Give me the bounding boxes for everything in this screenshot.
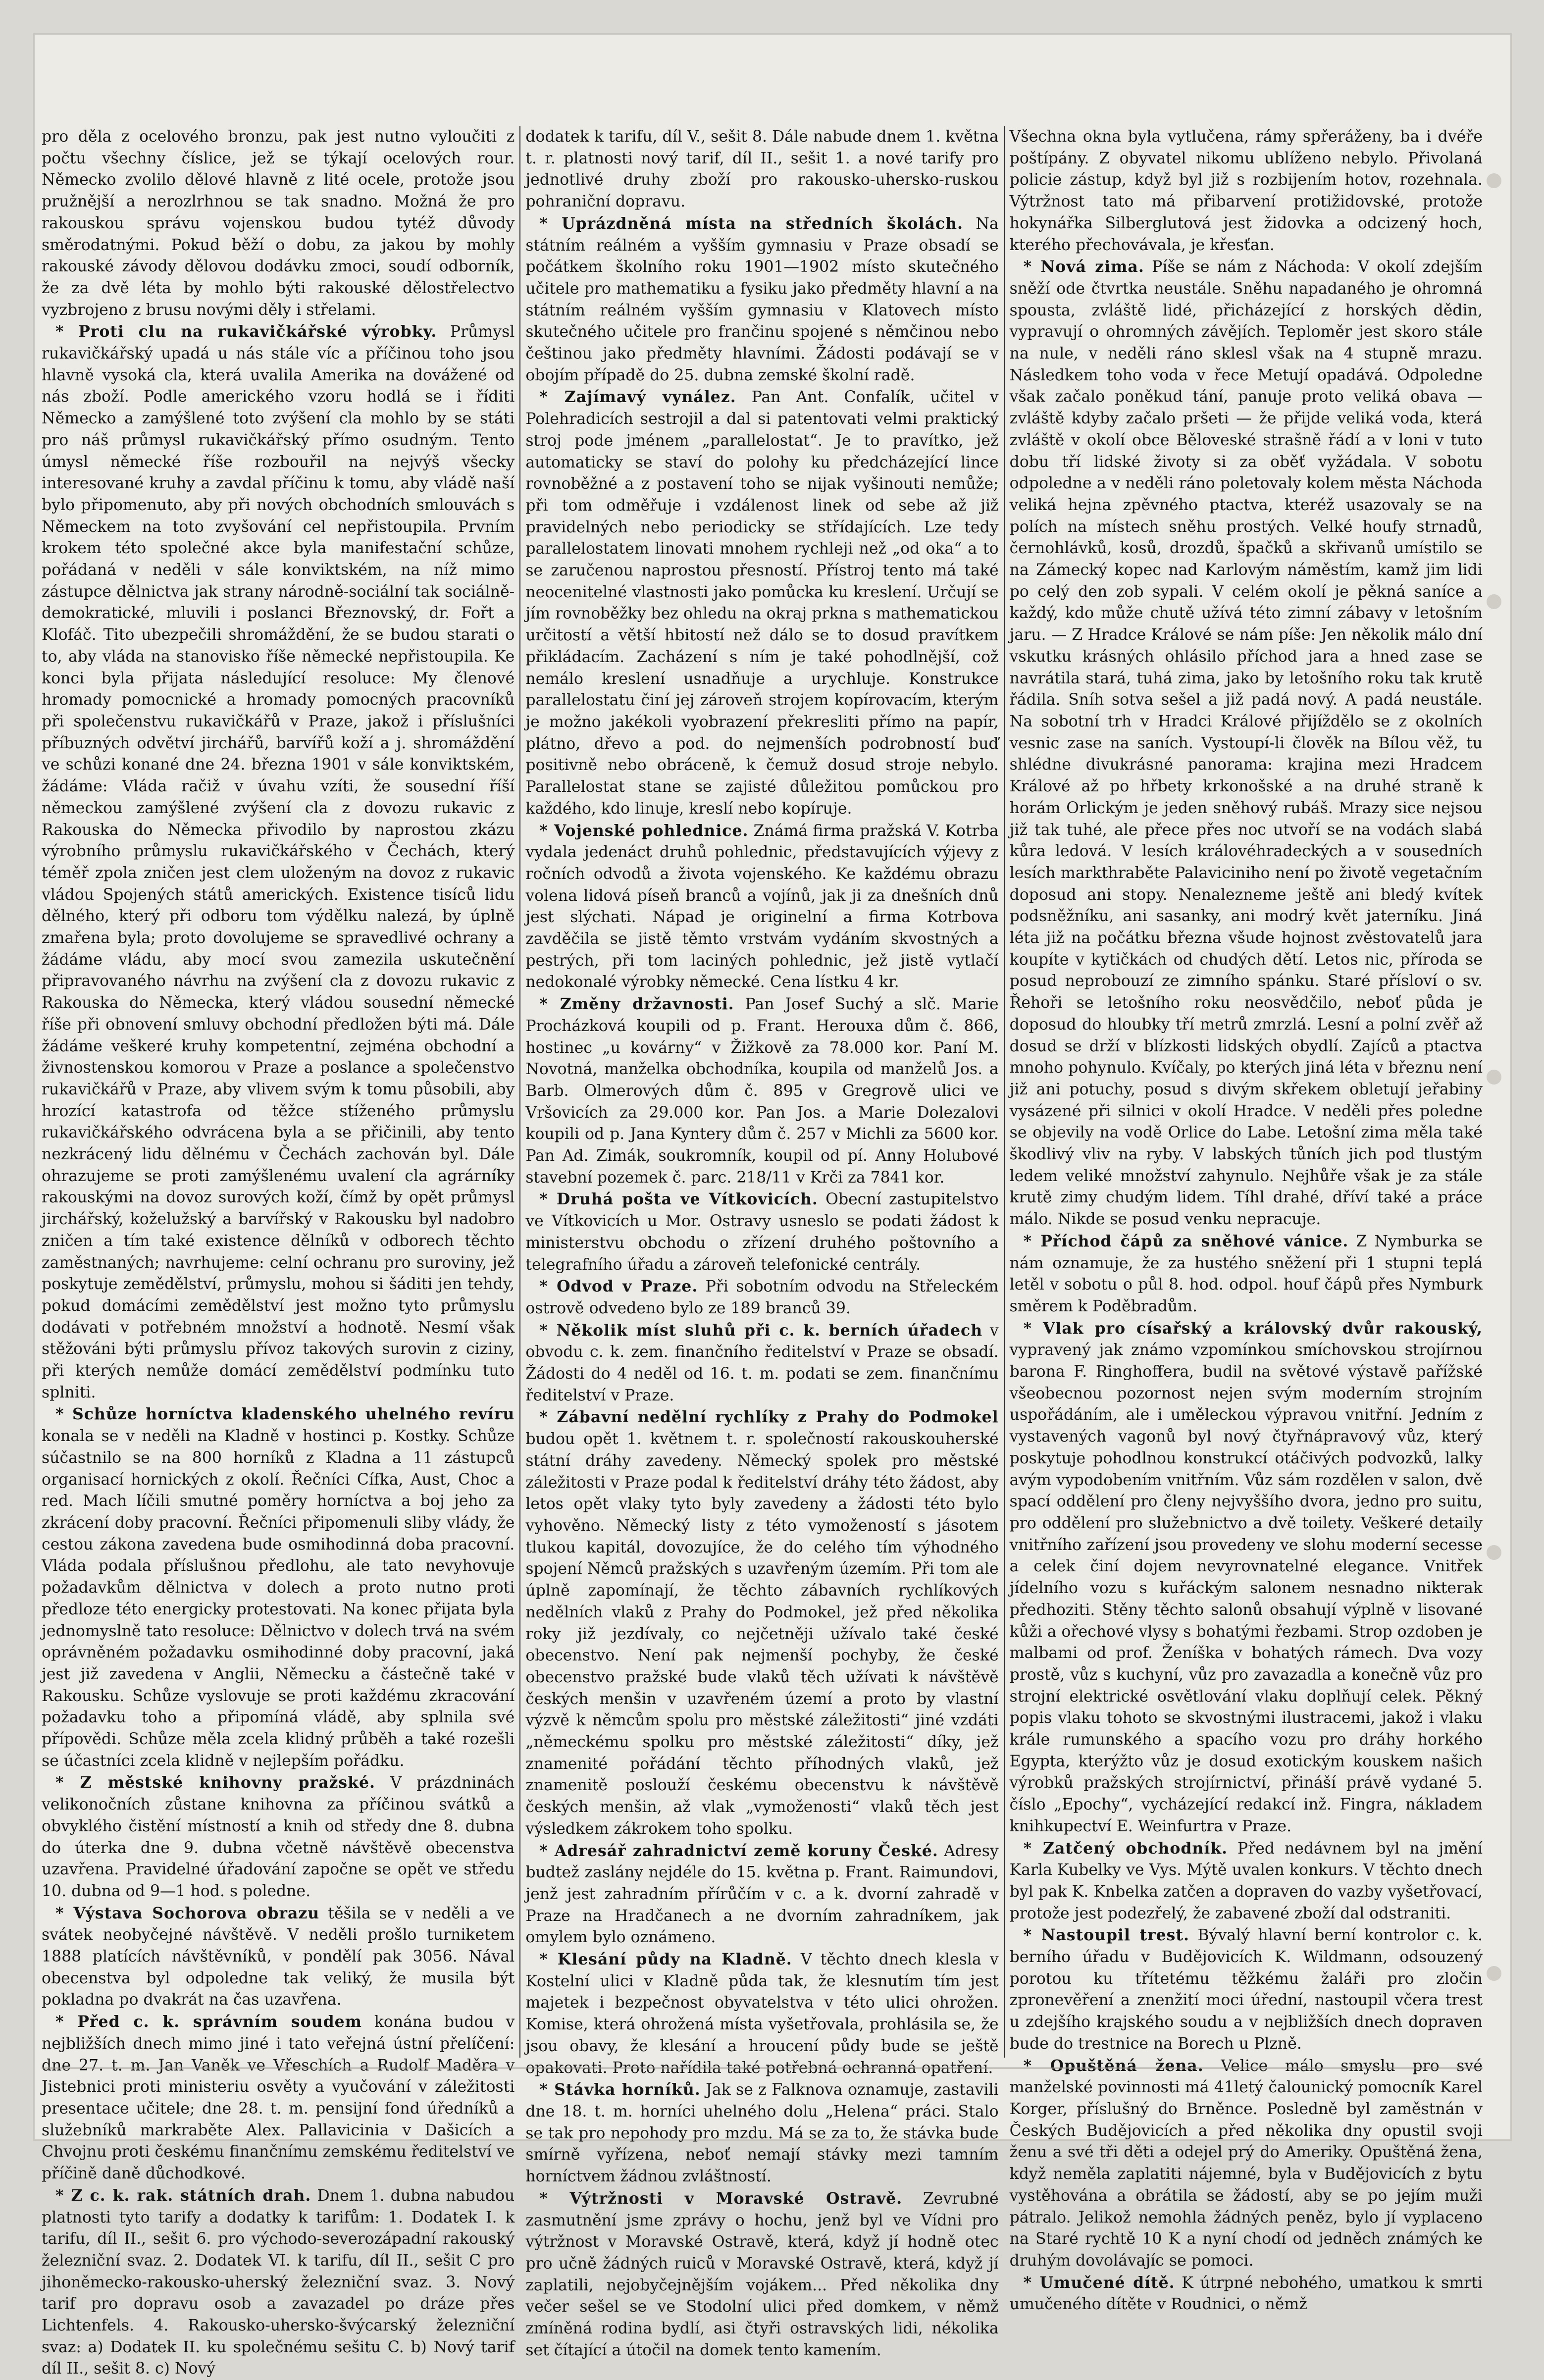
article-text: Jak se z Falknova oznamuje, zastavili dne 18. t. m. horníci uhelného dolu „Helena“ práci. Stalo se tak pro nepohody pro mzdu. Má se za to, že stávka bude smírně vyřízena, neboť nemají stávky mezi tamním horníctvem žádnou zvláštností. xyxy=(525,2081,999,2186)
article-paragraph xyxy=(1010,1318,1483,1838)
article-paragraph xyxy=(1010,2272,1483,2316)
article-text: v obvodu c. k. zem. finančního ředitelství v Praze se obsadí. Žádosti do 4 neděl od 16. t. m. podati se zem. finančnímu ředitelství v Praze. xyxy=(525,1321,999,1404)
article-heading: * Výstava Sochorova obrazu xyxy=(55,1904,320,1922)
article-paragraph xyxy=(525,2188,998,2362)
article-text: Velice málo smyslu pro své manželské povinnosti má 41letý čalounický pomocník Karel Korger, příslušný do Brněnce. Posledně byl zaměstnán v Českých Budějovicích a před několika dny opustil svoji ženu a své tři děti a odejel prý do Ameriky. Opuštěná žena, když neměla zaplatiti nájemné, byla v Budějovicích z bytu vystěhována a obrátila se žádostí, aby se po jejím muži pátralo. Jelikož nemohla žádných peněz, bylo jí vyplaceno na Staré rychtě 10 K a nyní chodí od jedněch známých ke druhým dovolávajíc se pomoci. xyxy=(1009,2057,1483,2270)
article-heading: * Adresář zahradnictví země koruny České. xyxy=(539,1841,938,1860)
binding-holes xyxy=(1482,35,1501,2139)
article-paragraph xyxy=(42,1403,515,1772)
article-text: těšila se v neděli a ve svátek neobyčejné návštěvě. V neděli prošlo turniketem 1888 platících návštěvníků, v pondělí pak 3056. Nával obecenstva byl odpoledne tak veliký, že musila být pokladna po dvakrát na čas uzavřena. xyxy=(42,1904,515,2009)
article-paragraph xyxy=(42,2185,515,2380)
article-heading: * Klesání půdy na Kladně. xyxy=(539,1950,792,1969)
article-paragraph xyxy=(525,386,998,820)
article-text: Píše se nám z Náchoda: V okolí zdejším sněží ode čtvrtka neustále. Sněhu napadaného je ohromná spousta, zvláště lidé, přicházející z horských dědin, vypravují o ohromných závějích. Teploměr jest skoro stále na nule, v neděli ráno sklesl však na 4 stupně mrazu. Následkem toho voda v řece Metují opadává. Odpoledne však začalo poněkud tání, panuje proto veliká obava — zvláště kdyby začalo pršeti — že přijde veliká voda, která zvláště v okolí obce Běloveské strašně řádí a v loni v tuto dobu tří lidské životy si za oběť vyžádala. V sobotu odpoledne a v neděli ráno poletovaly kolem města Náchoda veliká hejna zpěvného ptactva, kteréž usazovaly se na polích na místech sněhu prostých. Velké houfy strnadů, černohlávků, kosů, drozdů, špačků a skřivanů umístilo se na Zámecký kopec nad Karlovým náměstím, kamž jim lidi po celý den zob sypali. V celém okolí je pěkná saníce a každý, kdo může chutě užívá této zimní zábavy v letošním jaru. — Z Hradce Králové se nám píše: Jen několik málo dní vskutku krásných ohlásilo příchod jara a hned zase se navrátila stará, tuhá zima, jako by letošního roku tak krutě řádila. Sníh sotva sešel a již padá nový. A padá neustále. Na sobotní trh v Hradci Králové přijíždělo se z okolních vesnic zase na saních. Vystoupí-li člověk na Bílou věž, tu shlédne divukrásné panorama: krajina mezi Hradcem Králové až po hřbety krkonošské a na druhé straně k horám Orlickým je jeden sněhový rubáš. Mrazy sice nejsou již tak tuhé, ale přece přes noc utvoří se na vodách slabá kůra ledová. V lesích královéhradeckých a v sousedních lesích markthraběte Palaviciniho není po životě vegetačním doposud ani stopy. Nenalezneme ještě ani bledý kvítek podsněžníku, ani sasanky, ani modrý květ jaterníku. Jiná léta již na počátku března všude hojnost zvěstovatelů jara koupíte v kytičkách od chudých dětí. Letos nic, příroda se posud neprobouzí ze zimního spánku. Staré přísloví o sv. Řehoři se letošního roku neosvědčilo, neboť půda je doposud do hloubky tří metrů zmrzlá. Lesní a polní zvěř až dosud se drží v blízkosti lidských obydlí. Zajíců a ptactva mnoho pohynulo. Kvíčaly, po kterých jiná léta v březnu není již ani potuchy, posud s divým skřekem obletují jeřabiny vysázené při silnici v okolí Hradce. V neděli přes poledne se objevily na vodě Orlice do Labe. Letošní zima měla také škodlivý vliv na ryby. V labských tůních jich pod tlustým ledem veliké množství zahynulo. Nejhůře však je za stále krutě zimy chudým lidem. Tíhl drahé, dříví také a práce málo. Nikde se posud venku nepracuje. xyxy=(1009,258,1483,1229)
article-text: Dnem 1. dubna nabudou platnosti tyto tarify a dodatky k tarifům: 1. Dodatek I. k tarifu, díl II., sešit 6. pro východo-severozápadní rakouský železniční svaz. 2. Dodatek VI. k tarifu, díl II., sešit C pro jihoněmecko-rakousko-uherský železniční svaz. 3. Nový tarif pro dopravu osob a zavazadel po dráze přes Lichtenfels. 4. Rakousko-uhersko-švýcarský železniční svaz: a) Dodatek II. ku společnému sešitu C. b) Nový tarif díl II., sešit 8. c) Nový xyxy=(42,2186,515,2378)
article-paragraph xyxy=(525,1840,998,1949)
article-text: Průmysl rukavičkářský upadá u nás stále víc a příčinou toho jsou hlavně vysoká cla, která uvalila Amerika na dovážené od nás zboží. Podle amerického vzoru hodlá se i říditi Německo a zamýšlené toto zvýšení cla mohlo by se státi pro náš průmysl rukavičkářský přímo osudným. Tento úmysl německé říše rozbouřil na nejvýš všecky interesované kruhy a zavdal příčinu k tomu, aby vládě naší bylo připomenuto, aby při nových obchodních smlouvách s Německem na toto zvyšování cel nepřistoupila. Prvním krokem této společné akce byla manifestační schůze, pořádaná v neděli v sále konviktském, na níž mimo zástupce dělnictva jak strany národně-sociální tak sociálně-demokratické, mluvili i poslanci Březnovský, dr. Fořt a Klofáč. Tito ubezpečili shromáždění, že se budou starati o to, aby vláda na stanovisko říše německé nepřistoupila. Ke konci byla přijata následující resoluce: My členové hromady pomocnické a hromady pomocných pracovníků při společenstvu rukavičkářů v Praze, jakož i příslušníci příbuzných odvětví jirchářů, barvířů koží a j. shromáždění ve schůzi konané dne 24. března 1901 v sále konviktském, žádáme: Vláda račiž v úvahu vzíti, že sousední říší německou zamýšlené zvýšení cla z dovozu rukavic z Rakouska do Německa přivodilo by naprostou zkázu výrobního průmyslu rukavičkářského v Čechách, který téměř zpola zničen jest clem uloženým na dovoz z rukavic vládou Spojených států amerických. Existence tisíců lidu dělného, který při odboru tom výdělku nalezá, by úplně zmařena byla; proto dovolujeme se spravedlivé ochrany a žádáme vládu, aby mocí svou zamezila uskutečnění připravovaného návrhu na zvýšení cla z dovozu rukavic z Rakouska do Německa, který vládou sousední německé říše při obnovení smluvy obchodní předložen býti má. Dále žádáme veškeré kruhy kompetentní, zejména obchodní a živnostenskou komorou v Praze a poslance a společenstvo rukavičkářů v Praze, aby vlivem svým k tomu působili, aby hrozící katastrofa od těžce stíženého průmyslu rukavičkářského odvrácena byla a se přičinili, aby tento nezkrácený lidu dělnému v Čechách zachován byl. Dále ohrazujeme se proti zamýšlenému uvalení cla agrárníky rakouskými na dovoz surových koží, čímž by opět průmysl jirchářský, koželužský a barvířský v Rakousku byl nadobro zničen a tím také existence dělníků v odborech těchto zaměstnaných; navrhujeme: celní ochranu pro suroviny, jež poskytuje zemědělství, průmyslu, mohou si šáditi jen tehdy, pokud domácími zemědělství jest možno tyto průmyslu dodávati v potřebném množství a hodnotě. Nesmí však stěžováni býti průmyslu přívoz takových surovin z ciziny, při kterých nemůže domácí zemědělství podmínku tuto splniti. xyxy=(42,323,515,1401)
page-bottom-rule xyxy=(42,2068,1483,2069)
article-paragraph xyxy=(525,1276,998,1319)
article-text: vypravený jak známo vzpomínkou smíchovskou strojírnou barona F. Ringhoffera, budil na světové výstavě pařížské všeobecnou pozornost nejen svým moderním strojním uspořádáním, ale i uměleckou výpravou vnitřní. Jedním z vystavených vagonů byl nový čtyřnápravový vůz, který poskytuje pohodlnou konstrukcí otáčivých podvozků, lalky avým vypodobením vnitřním. Vůz sám rozdělen v salon, dvě spací oddělení pro členy nejvyššího dvora, jedno pro suitu, pro oddělení pro služebnictvo a dvě toilety. Veškeré detaily vnitřního zařízení jsou provedeny ve slohu moderní secesse a celek činí dojem nevyrovnatelné elegance. Vnitřek jídelního vozu s kuřáckým salonem nesnadno nikterak předhoziti. Stěny těchto salonů obsahují výplně v lisované kůži a ořechové vlysy s bohatými řezbami. Strop ozdoben je malbami od prof. Ženíška v bohatých rámech. Dva vozy prostě, vůz s kuchyní, vůz pro zavazadla a konečně vůz pro strojní elektrické osvětlování vlaku doplňují celek. Pěkný popis vlaku tohoto se skvostnými ilustracemi, jakož i vlaku krále rumunského a spacího vozu pro dráhy horkého Egypta, kterýžto vůz je dosud exotickým kouskem našich výrobků pražských strojírnictví, přináší právě vydané 5. číslo „Epochy“, vycházející redakcí inž. Fingra, nákladem knihkupectví E. Weinfurtra v Praze. xyxy=(1009,1341,1483,1835)
article-paragraph xyxy=(42,1772,515,1902)
article-paragraph xyxy=(1010,2055,1483,2272)
article-heading: * Odvod v Praze. xyxy=(539,1277,698,1296)
article-text: budou opět 1. květnem t. r. společností rakouskouherské státní dráhy zavedeny. Německý spolek pro městské záležitosti v Praze podal k ředitelství dráhy této žádost, aby letos opět vlaky tyto byly zavedeny a žádosti této bylo vyhověno. Německý listy z této vymožeností s jásotem tlukou kapitál, dovozujíce, že do celého tím výhodného spojení Němců pražských s uzavřeným územím. Při tom ale úplně zapomínají, že těchto zábavních rychlíkových nedělních vlaků z Prahy do Podmokel, jež před několika roky již jezdívaly, co nejčetněji užívalo také české obecenstvo. Není pak nejmenší pochyby, že české obecenstvo pražské bude vlaků těch užívati k návštěvě českých menšin v uzavřeném území a proto by vlastní výzvě k němcům spolu pro městské záležitosti“ jiné vzdáti „německému spolku pro městské záležitosti“ díky, jež znamenité pořádání těchto příhodných vlaků, jež znamenitě poslouží českému obecenstvu k návštěvě českých menšin, až vlak „vymoženosti“ vlaků těch jest výsledkem zákrokem toho spolku. xyxy=(525,1430,999,1838)
article-text: dodatek k tarifu, díl V., sešit 8. Dále nabude dnem 1. května t. r. platnosti nový tarif, díl II., sešit 1. a nové tarify pro jednotlivé druhy zboží pro rakousko-uhersko-ruskou pohraniční dopravu. xyxy=(525,128,999,211)
article-heading: * Zajímavý vynález. xyxy=(539,388,736,407)
article-heading: * Z městské knihovny pražské. xyxy=(55,1773,376,1792)
article-paragraph xyxy=(42,321,515,1403)
article-paragraph xyxy=(1010,1231,1483,1318)
article-text: Obecní zastupitelstvo ve Vítkovicích u Mor. Ostravy usneslo se podati žádost k ministerstvu obchodu o zřízení druhého poštovního a telegrafního úřadu a zároveň telefonické centrály. xyxy=(525,1190,999,1274)
article-text: konána budou v nejbližších dnech mimo jiné i tato veřejná ústní přelíčení: dne 27. t. m. Jan Vaněk ve Vřeschích a Rudolf Maděra v Jistebnici proti ministeriu osvěty a vyučování v záležitosti presentace učitele; dne 28. t. m. pensijní fond úředníků a služebníků markraběte Alex. Pallavicinia v Dašicích a Chvojnu proti českému finančnímu zemskému ředitelství ve příčině daně důchodkové. xyxy=(42,2013,515,2183)
article-text: Bývalý hlavní berní kontrolor c. k. berního úřadu v Budějovicích K. Wildmann, odsouzený porotou ku třítetému těžkému žaláři pro zločin zpronevěření a znenžití moci úřední, nastoupil včera trest u zdejšího krajského soudu a v nejbližších dnech dopraven bude do trestnice na Borech u Plzně. xyxy=(1009,1926,1483,2053)
article-heading: * Druhá pošta ve Vítkovicích. xyxy=(539,1190,818,1209)
article-paragraph xyxy=(525,1406,998,1840)
article-text: Zevrubné zasmutnění jsme zprávy o hochu, jenž byl ve Vídni pro výtržnost v Moravské Ostravě, která, když jí hodně otec pro učně žádných ruiců v Moravské Ostravě, která, když jí zaplatili, nejobyčejnějším vojákem... Před několika dny večer sešel se ve Stodolní ulici před domkem, v němž zmíněná rodina bydlí, asi čtyři ostravských lidi, nékolika set čítající a útočil na domek tento kamením. xyxy=(525,2189,999,2359)
article-text: V těchto dnech klesla v Kostelní ulici v Kladně půda tak, že klesnutím tím jest majetek i bezpečnost obyvatelstva v této ulici ohrožen. Komise, která ohrožená místa vyšetřovala, prohlásila se, že jsou obavy, že klesání a hroucení půdy bude se ještě opakovati. Proto nařídila také potřebná ochranná opatření. xyxy=(525,1951,999,2077)
binding-hole xyxy=(1487,594,1501,609)
article-paragraph xyxy=(525,126,998,213)
binding-hole xyxy=(1487,1966,1501,1981)
article-text: Pan Ant. Confalík, učitel v Polehradicích sestrojil a dal si patentovati velmi praktický stroj pode jménem „parallelostat“. Je to pravítko, jež automaticky se staví do polohy ku předcházející lince rovnoběžné a z postavení toho se nijak vyšinouti nemůže; při tom odměřuje i vzdálenost linek od sebe až již pravidelných nebo periodicky se střídajících. Lze tedy parallelostatem linovati mnohem rychleji než „od oka“ a to se zaručenou naprostou přesností. Přístroj tento má také neocenitelné vlastnosti jako pomůcka ku kreslení. Určují se jím rovnoběžky bez ohledu na okraj prkna s mathematickou určitostí a větší hbitostí než dálo se to dosud pravítkem přikládacím. Zacházení s ním je také pohodlnější, což nemálo kreslení usnadňuje a urychluje. Konstrukce parallelostatu činí jej zároveň strojem kopírovacím, kterým je možno jakékoli vyobrazení překresliti přímo na papír, plátno, dřevo a pod. do nejmenších podrobností buď positivně nebo obráceně, k čemuž dosud stroje nebylo. Parallelostat stane se zajisté důležitou pomůckou pro každého, kdo linuje, kreslí nebo kopíruje. xyxy=(525,388,999,818)
article-heading: * Vlak pro císařský a královský dvůr rakouský, xyxy=(1023,1319,1483,1338)
column-left xyxy=(42,126,515,2378)
article-heading: * Uprázdněná místa na středních školách. xyxy=(539,214,963,233)
article-heading: * Vojenské pohlednice. xyxy=(539,821,749,840)
article-paragraph xyxy=(525,993,998,1189)
article-text: V prázdninách velikonočních zůstane knihovna za příčinou svátků a obvyklého čistění místností a knih od středy dne 8. dubna do úterka dne 9. dubna včetně návštěvě obecenstva uzavřena. Pravidelné úřadování započne se opět ve středu 10. dubna od 9—1 hod. s poledne. xyxy=(42,1774,515,1900)
article-heading: * Umučené dítě. xyxy=(1023,2273,1175,2292)
article-heading: * Změny državnosti. xyxy=(539,995,734,1014)
article-heading: * Výtržnosti v Moravské Ostravě. xyxy=(539,2189,903,2208)
column-right xyxy=(1004,126,1483,2314)
article-paragraph xyxy=(1010,1924,1483,2055)
binding-hole xyxy=(1487,1545,1501,1560)
article-heading: * Zábavní nedělní rychlíky z Prahy do Podmokel xyxy=(539,1408,999,1427)
article-text: K útrpné nebohého, umatkou k smrti umučeného dítěte v Roudnici, o němž xyxy=(1009,2274,1483,2314)
article-paragraph xyxy=(42,2011,515,2185)
binding-hole xyxy=(1487,173,1501,188)
article-heading: * Několik míst sluhů při c. k. berních úřadech xyxy=(539,1321,983,1340)
article-text: Při sobotním odvodu na Střeleckém ostrově odvedeno bylo ze 189 branců 39. xyxy=(525,1278,999,1317)
article-heading: * Zatčený obchodník. xyxy=(1023,1839,1228,1858)
article-text: Pan Josef Suchý a slč. Marie Procházková koupili od p. Frant. Herouxa dům č. 866, hostinec „u kovárny“ v Žižkově za 78.000 kor. Paní M. Novotná, manželka obchodníka, koupila od manželů Jos. a Barb. Olmerových dům č. 895 v Gregrově ulici ve Vršovicích za 29.000 kor. Pan Jos. a Marie Dolezalovi koupili od p. Jana Kyntery dům č. 257 v Michli za 5600 kor. Pan Ad. Zimák, soukromník, koupil od pí. Anny Holubové stavební pozemek č. parc. 218/11 v Krči za 7841 kor. xyxy=(525,995,999,1187)
article-paragraph xyxy=(525,820,998,994)
article-heading: * Proti clu na rukavičkářské výrobky. xyxy=(55,322,437,341)
article-heading: * Schůze horníctva kladenského uhelného revíru xyxy=(55,1405,515,1424)
binding-hole xyxy=(1487,1070,1501,1085)
article-heading: * Nová zima. xyxy=(1023,258,1144,276)
article-text: Z Nymburka se nám oznamuje, že za hustého sněžení při 1 stupni teplá letěl v sobotu o půl 8. hod. odpol. houf čápů přes Nymburk směrem k Poděbradům. xyxy=(1009,1232,1483,1315)
article-text: Adresy budtež zaslány nejdéle do 15. května p. Frant. Raimundovi, jenž jest zahradním přírůčím v c. a k. dvorní zahradě v Praze na Hradčanech a ne dvorním zahradníkem, jak omylem bylo oznámeno. xyxy=(525,1842,999,1947)
article-text: Před nedávnem byl na jmění Karla Kubelky ve Vys. Mýtě uvalen konkurs. V těchto dnech byl pak K. Knbelka zatčen a dopraven do vazby vyšetřovací, protože jest podezřelý, že zabavené zboží dal odstraniti. xyxy=(1009,1839,1483,1922)
article-paragraph xyxy=(1010,1838,1483,1925)
article-heading: * Před c. k. správním soudem xyxy=(55,2013,362,2031)
article-heading: * Stávka horníků. xyxy=(539,2080,701,2099)
article-heading: * Příchod čápů za sněhové vánice. xyxy=(1023,1232,1349,1250)
article-text: Známá firma pražská V. Kotrba vydala jedenáct druhů pohlednic, představujících výjevy z ročních odvodů a života vojenského. Ke každému obrazu volena lidová píseň branců a vojínů, jak ji za dnešních dnů jest slýchati. Nápad je originelní a firma Kotrbova zavděčila se jistě těmto vrstvám vydáním skvostných a pestrých, při tom laciných pohlednic, jež jistě vytlačí nedokonalé výrobky německé. Cena lístku 4 kr. xyxy=(525,822,999,991)
column-middle xyxy=(519,126,999,2359)
article-paragraph xyxy=(1010,256,1483,1231)
article-paragraph xyxy=(525,1320,998,1407)
article-paragraph xyxy=(525,2079,998,2188)
article-paragraph xyxy=(1010,126,1483,256)
article-heading: * Nastoupil trest. xyxy=(1023,1926,1189,1945)
article-paragraph xyxy=(525,213,998,387)
article-text: pro děla z ocelového bronzu, pak jest nutno vyloučiti z počtu všechny číslice, jež se týkají ocelových rour. Německo zvolilo dělové hlavně z lité ocele, protože jsou pružnější a nerozlrhnou se tak snadno. Možná že pro rakouskou správu vojenskou budou tytéž důvody směrodatnými. Pokud běží o dobu, za jakou by mohly rakouské závody dělovou dodávku zmoci, soudí odborník, že za dvě léta by mohlo býti rakouské dělostřelectvo vyzbrojeno z brusu novými děly i střelami. xyxy=(42,128,515,319)
article-text: konala se v neděli na Kladně v hostinci p. Kostky. Schůze súčastnilo se na 800 horníků z Kladna a 11 zástupců organisací hornických z okolí. Řečníci Cífka, Aust, Choc a red. Mach líčili smutné poměry horníctva a boj jeho za zkrácení doby pracovní. Řečníci připomenuli sliby vlády, že cestou zákona zavedena bude osmihodinná doba pracovní. Vláda podala příslušnou předlohu, ale tato nevyhovuje požadavkům dělnictva v dolech a proto nutno proti předloze této energicky protestovati. Na konec přijata byla jednomyslně tato resoluce: Dělnictvo v dolech trvá na svém oprávněném požadavku osmihodinné doby pracovní, jaká jest již zavedena v Anglii, Německu a částečně také v Rakousku. Schůze vyslovuje se proti každému zkracování požadavku toho a připomíná vládě, aby splnila své přípovědi. Schůze měla zcela klidný průběh a také rozešli se účastníci zcela klidně v nejlepším pořádku. xyxy=(42,1427,515,1770)
article-paragraph xyxy=(525,1189,998,1276)
article-heading: * Z c. k. rak. státních drah. xyxy=(55,2186,311,2205)
article-paragraph xyxy=(525,1949,998,2079)
article-heading: * Opuštěná žena. xyxy=(1023,2056,1204,2075)
article-paragraph xyxy=(42,1903,515,2012)
article-text: Na státním reálném a vyšším gymnasiu v Praze obsadí se počátkem školního roku 1901—1902 místo skutečného učitele pro mathematiku a fysiku jako předměty hlavní a na státním reálném vyšším gymnasiu v Klatovech místo skutečného učitele pro frančinu spojené s němčinou nebo češtinou jako předměty hlavními. Žádosti podávají se v obojím případě do 25. dubna zemské školní radě. xyxy=(525,214,999,384)
article-paragraph xyxy=(42,126,515,321)
newspaper-page xyxy=(35,35,1510,2378)
text-columns xyxy=(42,126,1483,2378)
article-text: Všechna okna byla vytlučena, rámy spřeráženy, ba i dvéře poštípány. Z obyvatel nikomu ublíženo nebylo. Přivolaná policie zástup, když byl již s rozbijením hotov, rozehnala. Výtržnost tato má přibarvení protižidovské, protože hokynářka Silberglutová jest židovka a odcizený hoch, kterého přechovávala, je křesťan. xyxy=(1009,128,1483,254)
